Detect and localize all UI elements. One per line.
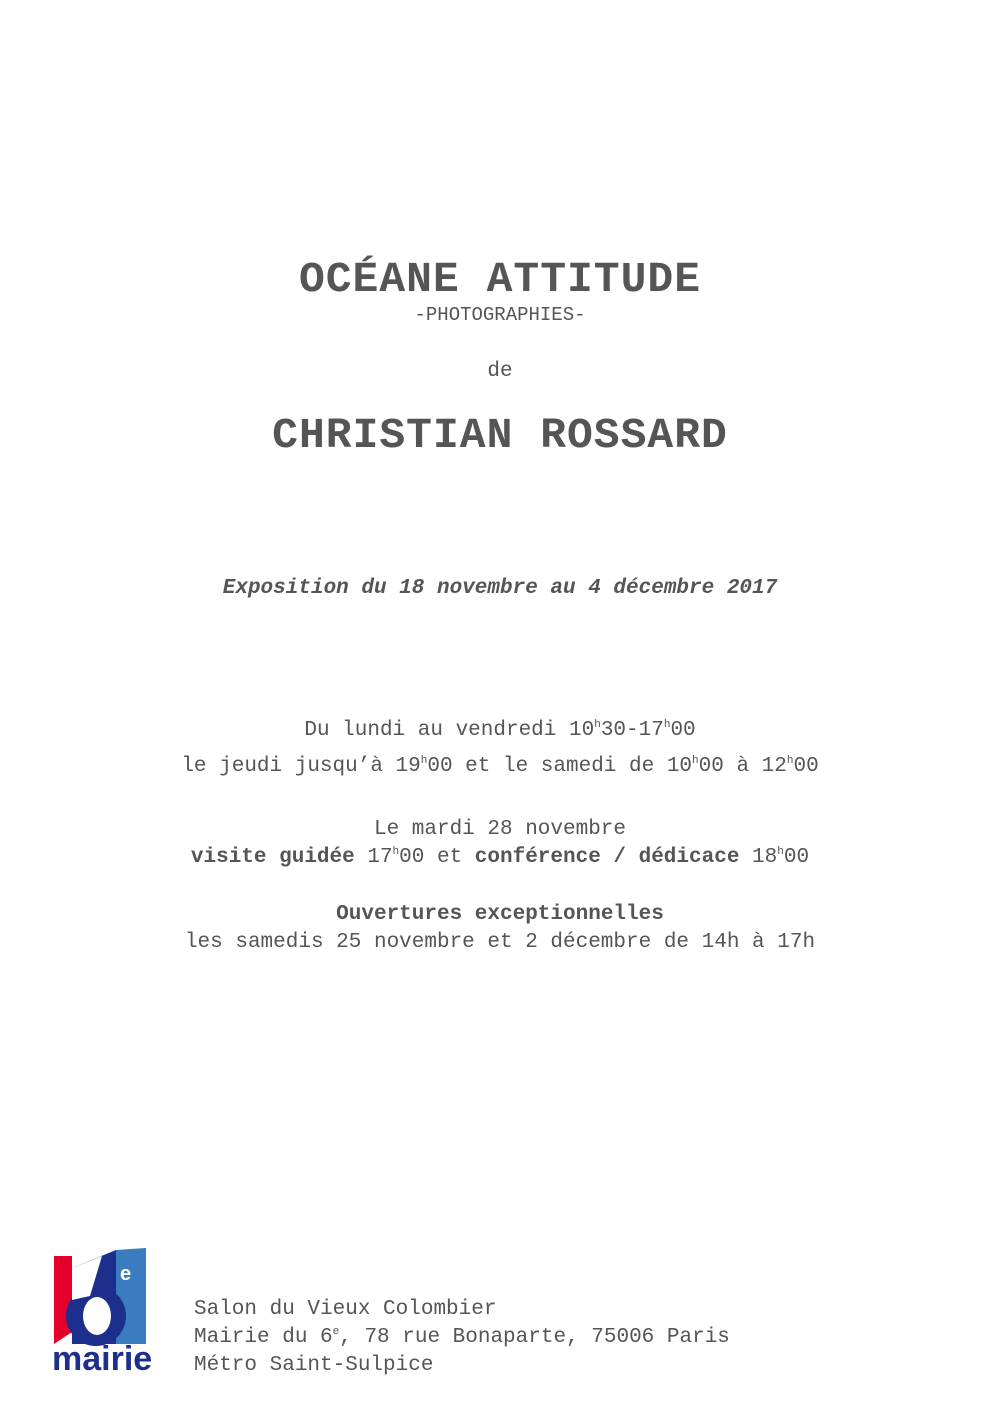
- by-label: de: [487, 360, 513, 383]
- venue-name: Salon du Vieux Colombier: [194, 1298, 497, 1321]
- exhibition-title: OCÉANE ATTITUDE: [298, 255, 702, 304]
- mairie-logo: [50, 1248, 178, 1376]
- exhibition-dates: Exposition du 18 novembre au 4 décembre 2017: [222, 577, 778, 600]
- logo-suffix: e: [120, 1263, 132, 1285]
- exhibition-subtitle: -PHOTOGRAPHIES-: [414, 304, 586, 326]
- thursday-saturday-hours: le jeudi jusqu’à 19$^h$00 et le samedi de 10$^h$00 à 12$^h$00: [181, 755, 819, 778]
- weekday-hours: Du lundi au vendredi 10$^h$30-17$^h$00: [304, 719, 696, 742]
- venue-address: Mairie du 6e, 78 rue Bonaparte, 75006 Paris: [194, 1326, 730, 1349]
- special-openings-heading: Ouvertures exceptionnelles: [336, 903, 664, 926]
- event-details: visite guidée 17$^h$00 et conférence / dédicace 18$^h$00: [190, 846, 810, 869]
- artist-name: CHRISTIAN ROSSARD: [272, 411, 728, 460]
- logo-word: mairie: [52, 1340, 153, 1376]
- event-date: Le mardi 28 novembre: [373, 818, 627, 841]
- mairie-6e-logo-icon: [50, 1248, 178, 1376]
- special-openings-details: les samedis 25 novembre et 2 décembre de 14h à 17h: [184, 931, 816, 954]
- venue-metro: Métro Saint-Sulpice: [194, 1354, 434, 1377]
